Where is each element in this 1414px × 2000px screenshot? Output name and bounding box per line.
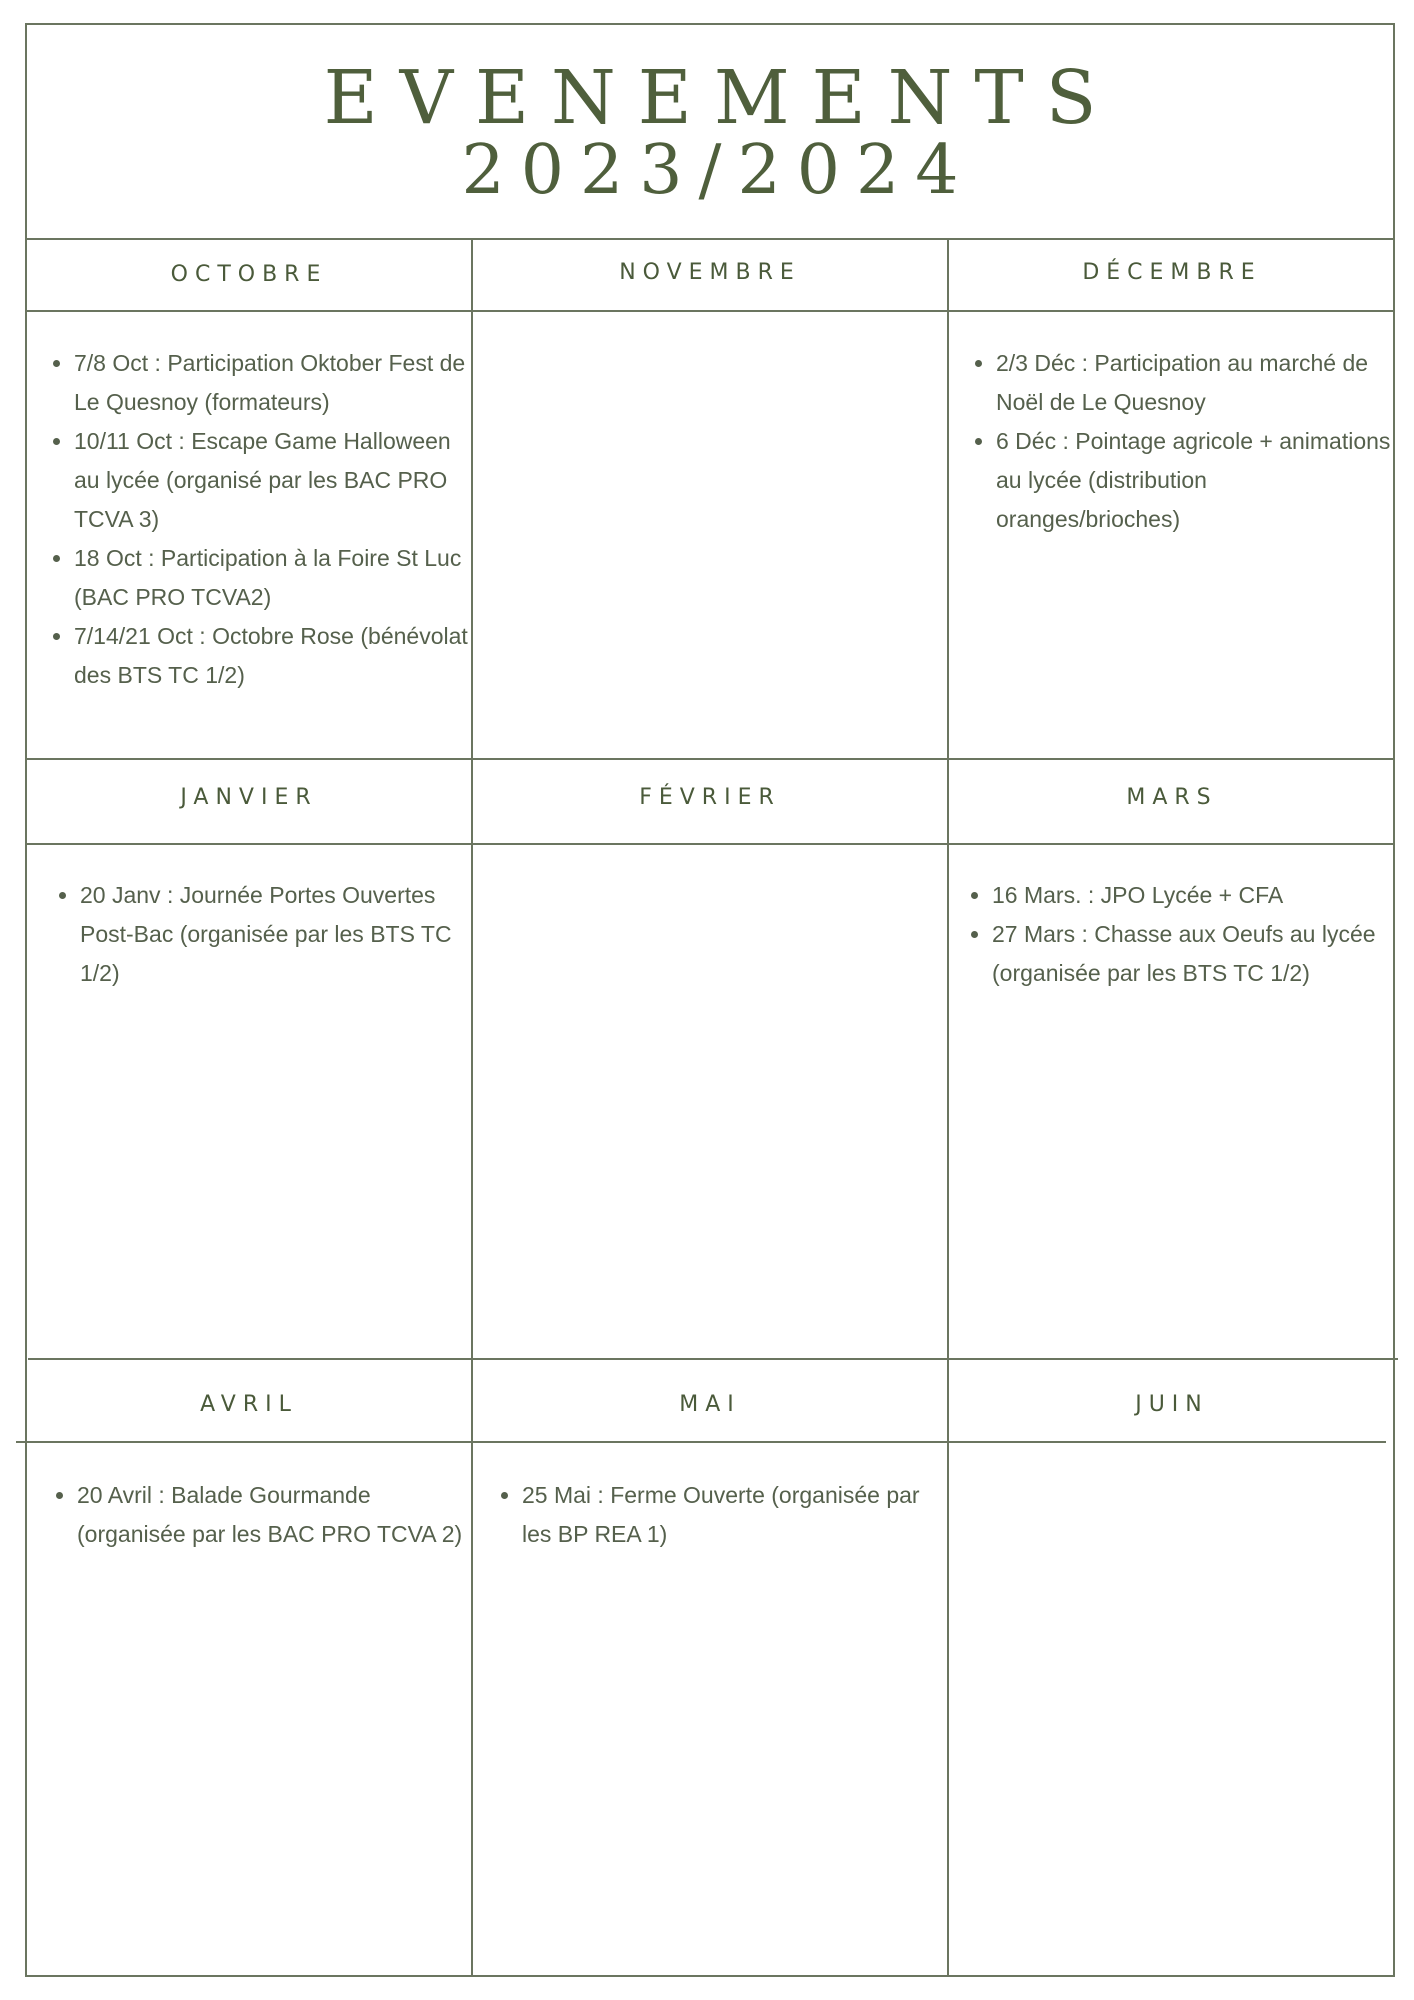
events-decembre (949, 344, 1395, 539)
events-janvier (33, 876, 471, 993)
month-header-decembre: DÉCEMBRE (1082, 260, 1262, 285)
list-item: • 6 Déc : Pointage agricole + animations au lycée (distribution oranges/brioches) (996, 422, 1395, 539)
divider-row3-header (16, 1441, 1386, 1443)
page-title (25, 55, 1395, 210)
events-mars (945, 876, 1395, 993)
column-divider-1 (471, 238, 473, 1977)
list-item: • 7/8 Oct : Participation Oktober Fest de Le Quesnoy (formateurs) (74, 344, 471, 422)
calendar-frame (25, 23, 1395, 1977)
divider-row1-header (25, 310, 1395, 312)
list-item: • 27 Mars : Chasse aux Oeufs au lycée (organisée par les BTS TC 1/2) (992, 915, 1395, 993)
list-item: • 20 Avril : Balade Gourmande (organisée par les BAC PRO TCVA 2) (77, 1476, 471, 1554)
month-header-avril: AVRIL (200, 1392, 298, 1417)
list-item: • 16 Mars. : JPO Lycée + CFA (992, 876, 1395, 915)
month-header-octobre: OCTOBRE (170, 262, 328, 287)
list-item: • 20 Janv : Journée Portes Ouvertes Post-Bac (organisée par les BTS TC 1/2) (80, 876, 471, 993)
month-header-juin: JUIN (1135, 1392, 1209, 1417)
month-header-janvier: JANVIER (180, 785, 318, 810)
month-header-mai: MAI (679, 1392, 741, 1417)
title-line-2: 2023/2024 (461, 131, 975, 210)
list-item: • 7/14/21 Oct : Octobre Rose (bénévolat des BTS TC 1/2) (74, 617, 471, 695)
list-item: • 2/3 Déc : Participation au marché de Noël de Le Quesnoy (996, 344, 1395, 422)
divider-row2-header (25, 843, 1395, 845)
month-header-novembre: NOVEMBRE (619, 260, 801, 285)
month-header-fevrier: FÉVRIER (639, 785, 781, 810)
divider-header-top (25, 238, 1395, 240)
list-item: • 10/11 Oct : Escape Game Halloween au lycée (organisé par les BAC PRO TCVA 3) (74, 422, 471, 539)
events-avril (30, 1476, 471, 1554)
list-item: • 25 Mai : Ferme Ouverte (organisée par les BP REA 1) (522, 1476, 945, 1554)
events-octobre (27, 344, 471, 695)
divider-row2-top (25, 758, 1395, 760)
list-item: • 18 Oct : Participation à la Foire St Luc (BAC PRO TCVA2) (74, 539, 471, 617)
month-header-mars: MARS (1126, 785, 1218, 810)
events-mai (475, 1476, 945, 1554)
title-line-1: EVENEMENTS (323, 55, 1119, 141)
divider-row3-top (28, 1358, 1398, 1360)
